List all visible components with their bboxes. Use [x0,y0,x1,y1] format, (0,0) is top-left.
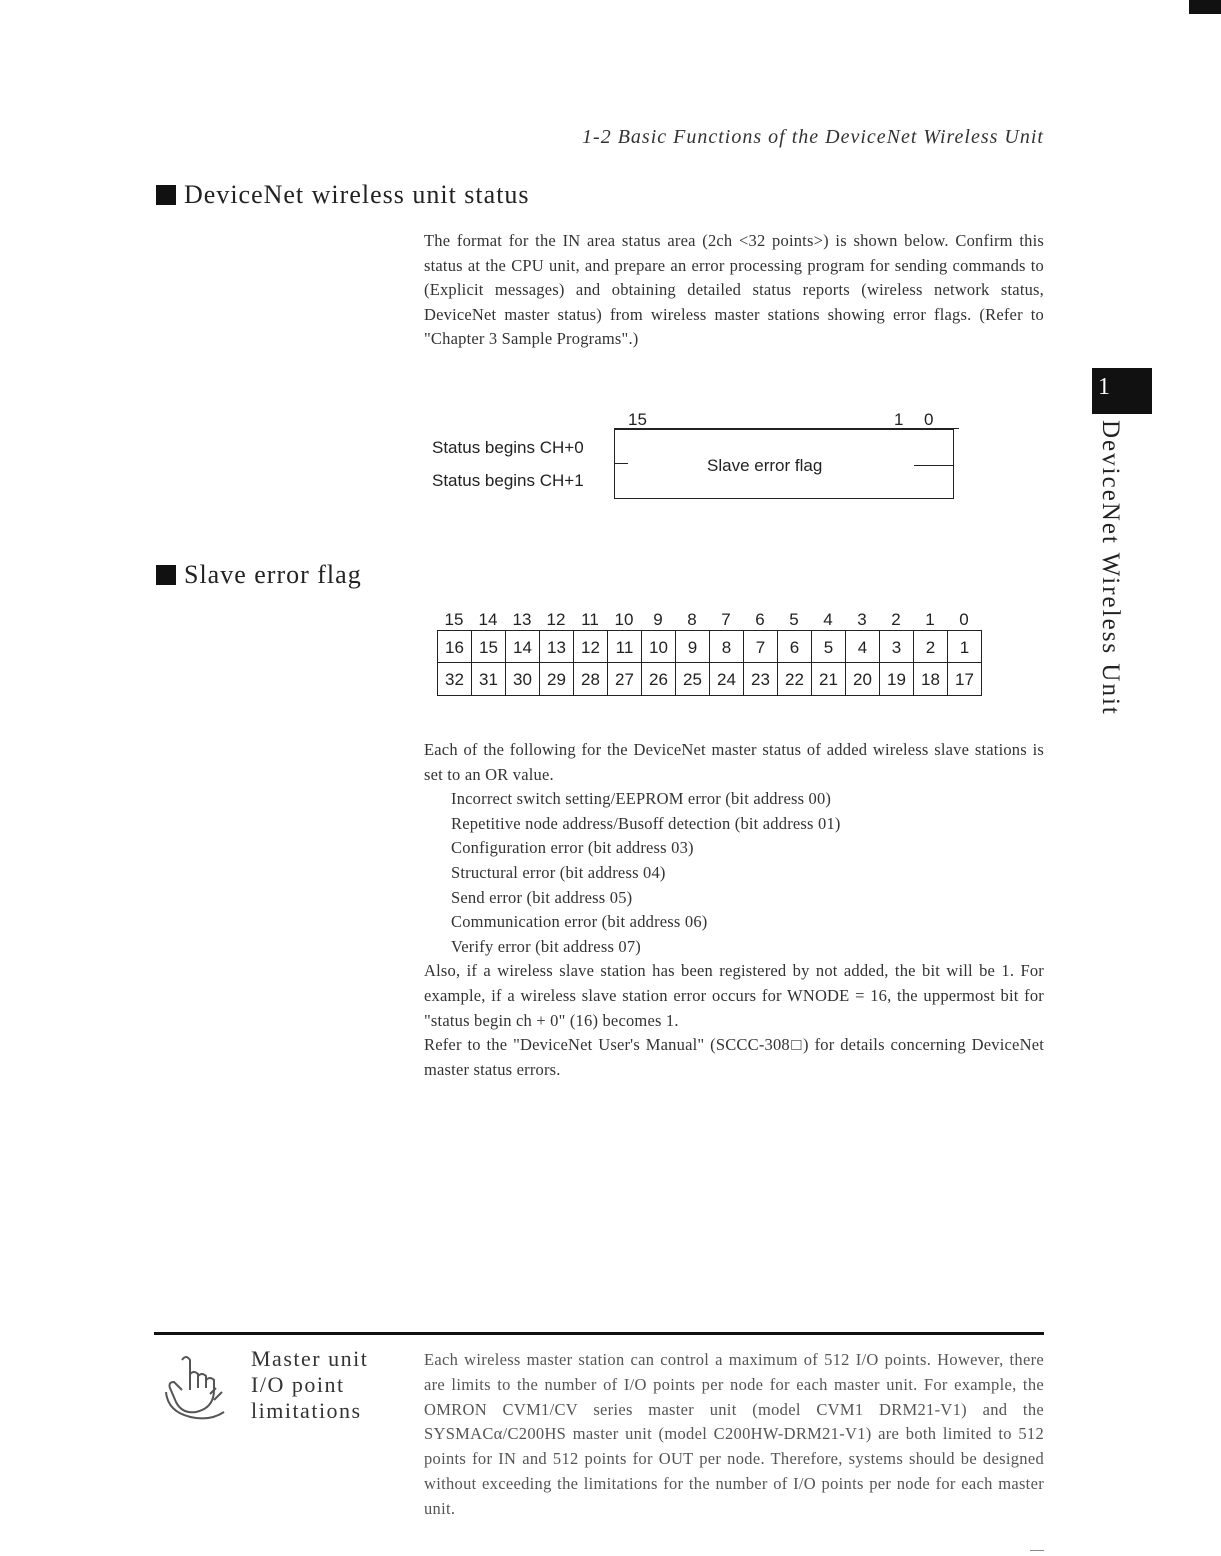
square-bullet-icon [156,185,176,205]
description-also: Also, if a wireless slave station has been registered by not added, the bit will be 1. For example, if a wireless slave station error occurs for WNODE = 16, the uppermost bit for "status begin ch + 0" (16) becomes 1. [424,961,1044,1030]
running-header: 1-2 Basic Functions of the DeviceNet Wireless Unit [582,126,1044,148]
square-bullet-icon [156,565,176,585]
bit-cell: 19 [880,663,914,696]
bit-cell: 26 [642,663,676,696]
bit-cell: 7 [744,630,778,663]
bit-header-cell: 2 [891,610,901,629]
bit-cell: 30 [506,663,540,696]
bit-cell: 22 [778,663,812,696]
bit-label-15: 15 [628,410,647,429]
section-heading-status-text: DeviceNet wireless unit status [184,180,530,209]
status-row0-label: Status begins CH+0 [432,438,584,457]
chapter-number: 1 [1098,374,1110,400]
bit-cell: 6 [778,630,812,663]
status-diagram [424,405,984,515]
bit-table-header [437,610,982,630]
description-item: Incorrect switch setting/EEPROM error (bit address 00) [451,789,832,809]
status-row1-label: Status begins CH+1 [432,471,584,490]
bit-header-cell: 10 [614,610,634,629]
bit-cell: 27 [608,663,642,696]
bit-cell: 25 [676,663,710,696]
bit-header-cell: 1 [925,610,935,629]
bit-table [437,610,982,696]
bit-cell: 15 [472,630,506,663]
bit-cell: 28 [574,663,608,696]
bit-cell: 20 [846,663,880,696]
bit-cell: 31 [472,663,506,696]
bit-header-cell: 11 [581,610,599,629]
bit-header-cell: 4 [823,610,833,629]
bit-cell: 10 [642,630,676,663]
bit-cell: 5 [812,630,846,663]
page-footer-mark [1030,1550,1044,1551]
bit-header-cell: 12 [546,610,566,629]
bit-cell: 16 [438,630,472,663]
description-item: Communication error (bit address 06) [451,912,708,932]
bit-cell: 14 [506,630,540,663]
bit-cell: 23 [744,663,778,696]
bit-header-cell: 14 [478,610,498,629]
bit-cell: 9 [676,630,710,663]
bit-header-cell: 6 [755,610,765,629]
bit-cell: 13 [540,630,574,663]
note-title [251,1346,368,1424]
status-right-tick [914,465,954,466]
bit-label-1: 1 [894,410,904,429]
note-divider [154,1332,1044,1335]
description-item: Send error (bit address 05) [451,887,633,907]
description-block [424,738,1044,1082]
bit-header-cell: 3 [857,610,867,629]
bit-cell: 17 [948,663,982,696]
section-heading-status [156,180,530,210]
note-title-line: Master unit [251,1346,369,1371]
bit-cell: 11 [608,630,642,663]
bit-cell: 3 [880,630,914,663]
bit-table-row-ch0 [437,630,982,663]
status-top-line [614,428,959,429]
bit-table-row-ch1 [437,663,982,696]
note-title-line: limitations [251,1398,362,1423]
bit-cell: 12 [574,630,608,663]
note-title-line: I/O point [251,1372,345,1397]
bit-cell: 32 [438,663,472,696]
bit-cell: 8 [710,630,744,663]
bit-cell: 24 [710,663,744,696]
bit-header-cell: 5 [789,610,799,629]
bit-header-cell: 7 [721,610,731,629]
chapter-tab [1092,368,1152,414]
note-body: Each wireless master station can control a maximum of 512 I/O points. However, there are limits to the number of I/O points per node for each master unit. For example, the OMRON CVM1/CV series master unit (model CVM1 DRM21-V1) and the SYSMACα/C200HS master unit (model C200HW-DRM21-V1) are both limited to 512 points for IN and 512 points for OUT per node. Therefore, systems should be designed without exceeding the limitations for the number of I/O points per node for each master unit. [424,1350,1044,1518]
corner-mark [1189,0,1221,14]
bit-header-cell: 8 [687,610,697,629]
section-heading-slave-error [156,560,362,590]
chapter-side-title: DeviceNet Wireless Unit [1097,420,1124,716]
section-heading-slave-error-text: Slave error flag [184,560,362,589]
bit-cell: 29 [540,663,574,696]
description-item: Verify error (bit address 07) [451,936,641,956]
description-item: Repetitive node address/Busoff detection (bit address 01) [451,813,841,833]
slave-error-flag-label: Slave error flag [707,456,823,475]
description-item: Configuration error (bit address 03) [451,838,694,858]
bit-header-cell: 0 [959,610,969,629]
bit-label-0: 0 [924,410,934,429]
bit-cell: 18 [914,663,948,696]
description-item: Structural error (bit address 04) [451,862,666,882]
description-refer: Refer to the "DeviceNet User's Manual" (SCCC-308□) for details concerning DeviceNet master status errors. [424,1035,1044,1079]
status-paragraph: The format for the IN area status area (2ch <32 points>) is shown below. Confirm this status at the CPU unit, and prepare an error processing program for sending commands to (Explicit messages) and obtaining detailed status reports (wireless network status, DeviceNet master status) from wireless master stations showing error flags. (Refer to "Chapter 3 Sample Programs".) [424,231,1044,349]
bit-cell: 2 [914,630,948,663]
description-intro: Each of the following for the DeviceNet master status of added wireless slave stations is set to an OR value. [424,740,1044,784]
bit-header-cell: 15 [444,610,464,629]
bit-cell: 4 [846,630,880,663]
bit-header-cell: 9 [653,610,663,629]
bit-cell: 21 [812,663,846,696]
bit-cell: 1 [948,630,982,663]
bit-header-cell: 13 [512,610,532,629]
pointing-hand-icon [160,1348,240,1428]
status-left-tick [614,463,628,464]
